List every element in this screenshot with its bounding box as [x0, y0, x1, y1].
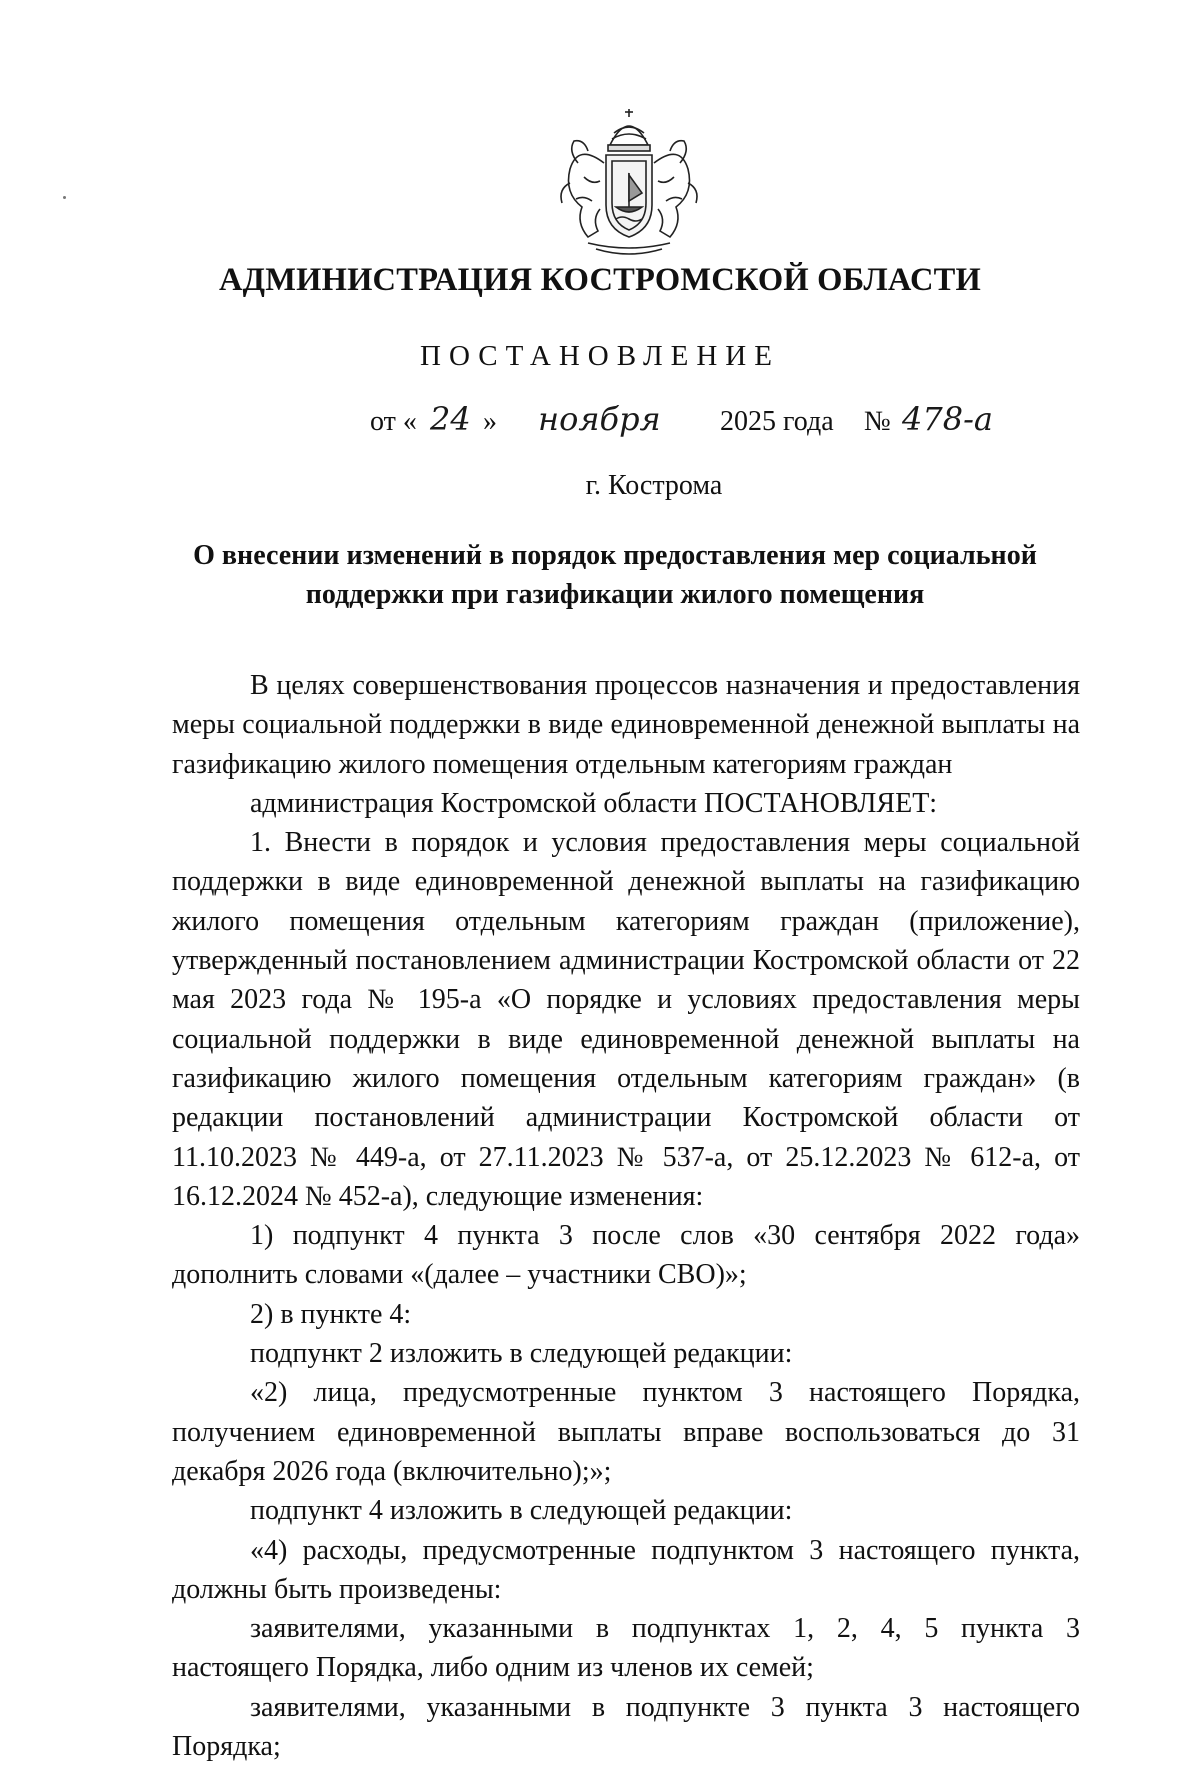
handwritten-number: 478-а	[902, 400, 993, 438]
coat-of-arms-emblem	[548, 103, 710, 263]
date-day-close: »	[483, 406, 497, 437]
date-number-line	[370, 400, 1070, 450]
paragraph: 2) в пункте 4:	[250, 1298, 412, 1330]
paragraph: «4) расходы, предусмотренные подпунктом 3 настоящего пункта, должны быть произведены:	[172, 1534, 1080, 1605]
document-body	[172, 666, 1080, 1766]
paragraph: подпункт 2 изложить в следующей редакции:	[250, 1338, 793, 1370]
city-line: г. Кострома	[585, 470, 723, 501]
handwritten-day: 24	[430, 400, 471, 438]
paragraph: заявителями, указанными в подпункте 3 пункта 3 настоящего Порядка;	[172, 1691, 1080, 1763]
date-prefix: от «	[370, 406, 417, 437]
coat-of-arms-icon	[548, 103, 710, 263]
date-year: 2025 года	[720, 406, 834, 437]
number-label: №	[864, 406, 891, 437]
paragraph: В целях совершенствования процессов назначения и предоставления меры социальной поддержки в виде единовременной денежной выплаты на газификацию жилого помещения отдельным категориям граждан	[172, 670, 1080, 780]
document-title	[150, 536, 1080, 614]
paragraph: 1. Внести в порядок и условия предоставления меры социальной поддержки в виде единовременной денежной выплаты на газификацию жилого помещения отдельным категориям граждан (приложение), утвержденный постановлением администрации Костромской области от 22 мая 2023 года № 195-а «О порядке и условиях предоставления меры социальной поддержки в виде единовременной денежной выплаты на газификацию жилого помещения отдельным категориям граждан» (в редакции постановлений администрации Костромской области от 11.10.2023 № 449-а, от 27.11.2023 № 537-а, от 25.12.2023 № 612-а, от 16.12.2024 № 452-а), следующие изменения:	[172, 827, 1080, 1212]
paragraph: заявителями, указанными в подпунктах 1, 2, 4, 5 пункта 3 настоящего Порядка, либо одним из членов их семей;	[172, 1613, 1080, 1684]
paragraph: подпункт 4 изложить в следующей редакции:	[250, 1495, 793, 1527]
scan-speck	[63, 196, 66, 199]
title-line-1: О внесении изменений в порядок предоставления мер социальной	[193, 540, 1037, 571]
paragraph: администрация Костромской области ПОСТАНОВЛЯЕТ:	[250, 787, 938, 819]
handwritten-month: ноября	[538, 400, 661, 438]
document-type: ПОСТАНОВЛЕНИЕ	[420, 340, 780, 372]
paragraph: 1) подпункт 4 пункта 3 после слов «30 сентября 2022 года» дополнить словами «(далее – участники СВО)»;	[172, 1220, 1080, 1291]
paragraph: «2) лица, предусмотренные пунктом 3 настоящего Порядка, получением единовременной выплаты вправе воспользоваться до 31 декабря 2026 года (включительно);»;	[172, 1377, 1080, 1487]
organization-heading: АДМИНИСТРАЦИЯ КОСТРОМСКОЙ ОБЛАСТИ	[219, 262, 981, 298]
title-line-2: поддержки при газификации жилого помещения	[305, 579, 925, 610]
